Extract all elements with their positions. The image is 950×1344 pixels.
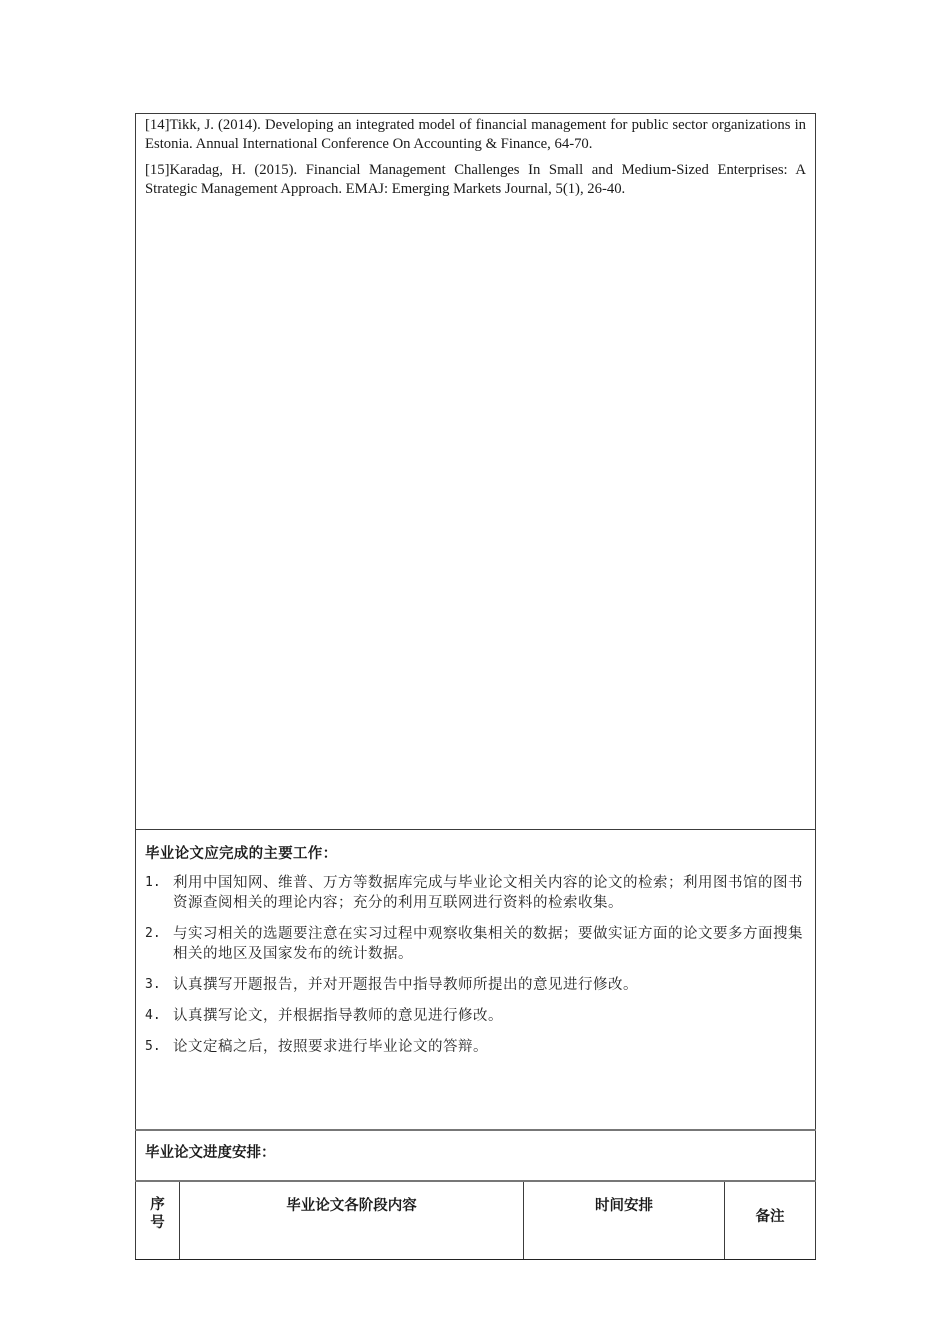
column-header-seq <box>136 1181 180 1260</box>
schedule-title: 毕业论文进度安排： <box>145 1145 276 1161</box>
main-work-list <box>145 873 806 1057</box>
task-text: 与实习相关的选题要注意在实习过程中观察收集相关的数据；要做实证方面的论文要多方面搜集相关的地区及国家发布的统计数据。 <box>173 926 803 962</box>
task-text: 利用中国知网、维普、万方等数据库完成与毕业论文相关内容的论文的检索；利用图书馆的图书资源查阅相关的理论内容；充分的利用互联网进行资料的检索收集。 <box>173 875 803 911</box>
task-number: 4. <box>145 1008 161 1023</box>
references-cell <box>136 114 816 830</box>
reference-item: [15]Karadag, H. (2015). Financial Management Challenges In Small and Medium-Sized Enterprises: A Strategic Management Approach. EMAJ: Emerging Markets Journal, 5(1), 26-40. <box>145 162 807 197</box>
reference-item: [14]Tikk, J. (2014). Developing an integrated model of financial management for public sector organizations in Estonia. Annual International Conference On Accounting & Finance, 64-70. <box>145 117 807 152</box>
main-work-title: 毕业论文应完成的主要工作： <box>145 846 338 862</box>
column-header-seq-label: 序号 <box>150 1197 165 1231</box>
thesis-form-table <box>135 113 816 1260</box>
column-header-note: 备注 <box>725 1181 816 1260</box>
schedule-title-cell <box>136 1130 816 1181</box>
column-header-time: 时间安排 <box>524 1181 725 1260</box>
schedule-title-row <box>136 1130 816 1181</box>
references-row <box>136 114 816 830</box>
task-item <box>145 924 806 964</box>
task-number: 5. <box>145 1039 161 1054</box>
task-text: 认真撰写开题报告，并对开题报告中指导教师所提出的意见进行修改。 <box>173 977 638 993</box>
task-number: 2. <box>145 926 161 941</box>
task-text: 认真撰写论文，并根据指导教师的意见进行修改。 <box>173 1008 503 1024</box>
task-number: 3. <box>145 977 161 992</box>
task-number: 1. <box>145 875 161 890</box>
task-item <box>145 873 806 913</box>
column-header-content: 毕业论文各阶段内容 <box>180 1181 524 1260</box>
task-item <box>145 1037 806 1057</box>
main-work-row <box>136 830 816 1131</box>
main-work-cell <box>136 830 816 1131</box>
task-item <box>145 1006 806 1026</box>
task-text: 论文定稿之后，按照要求进行毕业论文的答辩。 <box>173 1039 488 1055</box>
schedule-header-row <box>136 1181 816 1260</box>
task-item <box>145 975 806 995</box>
